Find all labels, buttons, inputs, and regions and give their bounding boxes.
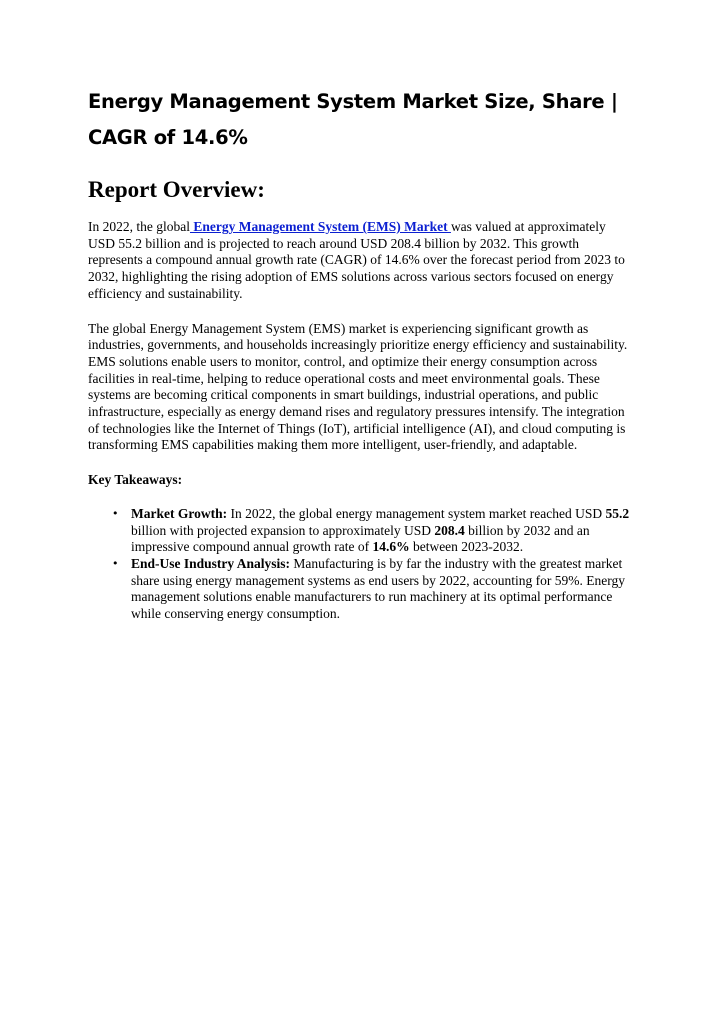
key-takeaways-list bbox=[88, 506, 633, 623]
takeaway-text: billion with projected expansion to approximately USD bbox=[131, 522, 435, 538]
takeaway-label: Market Growth: bbox=[131, 505, 228, 521]
takeaway-text: In 2022, the global energy management system market reached USD bbox=[227, 505, 606, 521]
takeaway-value: 55.2 bbox=[605, 505, 630, 521]
ems-market-link[interactable]: Energy Management System (EMS) Market bbox=[189, 219, 451, 234]
bullet-icon: • bbox=[112, 506, 119, 520]
takeaway-text: Manufacturing is by far the industry with the greatest market share using energy management systems as end users by 2022, accounting for 59%. Energy management solutions enable manufacturers to run machinery at its optimal performance while conserving energy consumption. bbox=[131, 555, 626, 622]
takeaway-text: between 2023-2032. bbox=[409, 539, 524, 555]
bullet-icon: • bbox=[112, 556, 119, 570]
intro-text-end: was valued at approximately USD 55.2 billion and is projected to reach around USD 208.4 billion by 2032. This growth represents a compound annual growth rate (CAGR) of 14.6% over the forecast period from 2023 to 2032, highlighting the rising adoption of EMS solutions across various sectors focused on energy efficiency and sustainability. bbox=[88, 219, 625, 301]
takeaway-value: 14.6% bbox=[372, 539, 410, 555]
takeaway-market-growth bbox=[88, 506, 633, 556]
takeaway-value: 208.4 bbox=[434, 522, 465, 538]
market-overview-paragraph: The global Energy Management System (EMS) market is experiencing significant growth as industries, governments, and households increasingly prioritize energy efficiency and sustainability. EMS solutions enable users to monitor, control, and optimize their energy consumption across facilities in real-time, helping to reduce operational costs and meet environmental goals. These systems are becoming critical components in smart buildings, industrial operations, and public infrastructure, especially as energy demand rises and regulatory pressures intensify. The integration of technologies like the Internet of Things (IoT), artificial intelligence (AI), and cloud computing is transforming EMS capabilities making them more intelligent, user-friendly, and adaptable. bbox=[88, 320, 628, 453]
intro-paragraph bbox=[88, 219, 633, 303]
takeaway-label: End-Use Industry Analysis: bbox=[131, 555, 291, 571]
takeaway-end-use-industry bbox=[88, 556, 633, 623]
document-content bbox=[88, 84, 633, 623]
report-overview-heading: Report Overview: bbox=[88, 177, 265, 202]
document-title: Energy Management System Market Size, Share | CAGR of 14.6% bbox=[88, 90, 618, 149]
key-takeaways-heading: Key Takeaways: bbox=[88, 472, 183, 488]
intro-text-start: In 2022, the global bbox=[88, 219, 190, 234]
takeaway-text: billion by 2032 and an impressive compound annual growth rate of bbox=[131, 522, 590, 555]
